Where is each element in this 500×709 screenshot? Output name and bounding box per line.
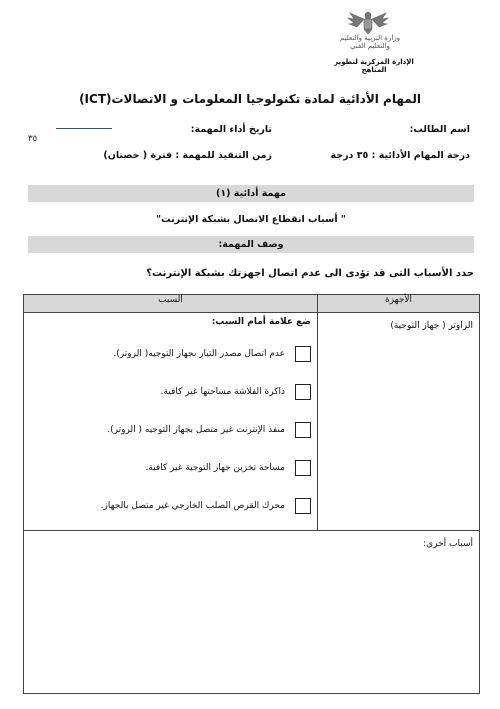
table-row [24,313,480,531]
description-band [28,236,474,253]
instruction-text: ضع علامة أمام السبب: [211,317,311,327]
reason-cell [24,313,318,531]
duration-label: زمن التنفيذ للمهمة : فترة ( حصتان) [103,150,272,161]
grade-label: درجة المهام الأدائية : ٣٥ درجة [330,150,470,161]
other-reasons-cell[interactable] [24,531,480,694]
task-heading: مهمة أدائية (١) [216,188,286,199]
option-row-2 [30,373,311,411]
option-checkbox-4[interactable] [295,460,311,476]
date-blank-line [56,128,112,129]
column-header-devices: الأجهزة [318,295,480,313]
option-row-1 [30,335,311,373]
option-label-3: منفذ الإنترنت غير متصل بجهاز التوجيه ( الروتر). [107,425,285,435]
other-reasons-label: أسباب أخرى: [423,539,473,549]
other-reasons-row [24,531,480,694]
task-subject: " أسباب انقطاع الاتصال بشبكة الإنترنت" [156,214,346,225]
ministry-name [330,34,410,50]
device-cell: الراوتر ( جهاز التوجية) [318,313,480,531]
student-name-label: اسم الطالب: [409,124,470,135]
table-header-row [24,295,480,313]
option-label-4: مساحة تخزين جهاز التوجية غير كافية. [145,463,285,473]
score-number: ٣٥ [28,134,38,144]
column-header-reason: السبب [24,295,318,313]
ministry-line-2: والتعليم الفني [350,42,390,50]
option-label-5: محرك القرص الصلب الخارجي غير متصل بالجهاز. [100,501,285,511]
description-heading: وصف المهمة: [218,239,284,250]
task-heading-band [28,185,474,202]
option-checkbox-2[interactable] [295,384,311,400]
option-row-4 [30,449,311,487]
task-date-label: تاريخ أداء المهمة: [190,124,272,135]
department-name: الإدارة المركزية لتطوير المناهج [334,58,414,74]
option-row-5 [30,487,311,525]
option-label-2: ذاكرة الفلاشة مساحتها غير كافية. [160,387,285,397]
option-checkbox-3[interactable] [295,422,311,438]
option-row-3 [30,411,311,449]
page-title: المهام الأدائية لمادة تكنولوجيا المعلومات و الاتصالات(ICT) [79,92,421,106]
eagle-emblem-icon [338,6,398,58]
answer-table [23,294,480,694]
option-label-1: عدم اتصال مصدر التيار بجهاز التوجيه( الروتر). [113,349,285,359]
option-checkbox-5[interactable] [295,498,311,514]
ministry-line-1: وزارة التربية والتعليم [339,34,401,42]
option-checkbox-1[interactable] [295,346,311,362]
task-question: حدد الأسباب التى قد تؤدى الى عدم اتصال اجهزتك بشبكة الإنترنت؟ [146,268,474,279]
